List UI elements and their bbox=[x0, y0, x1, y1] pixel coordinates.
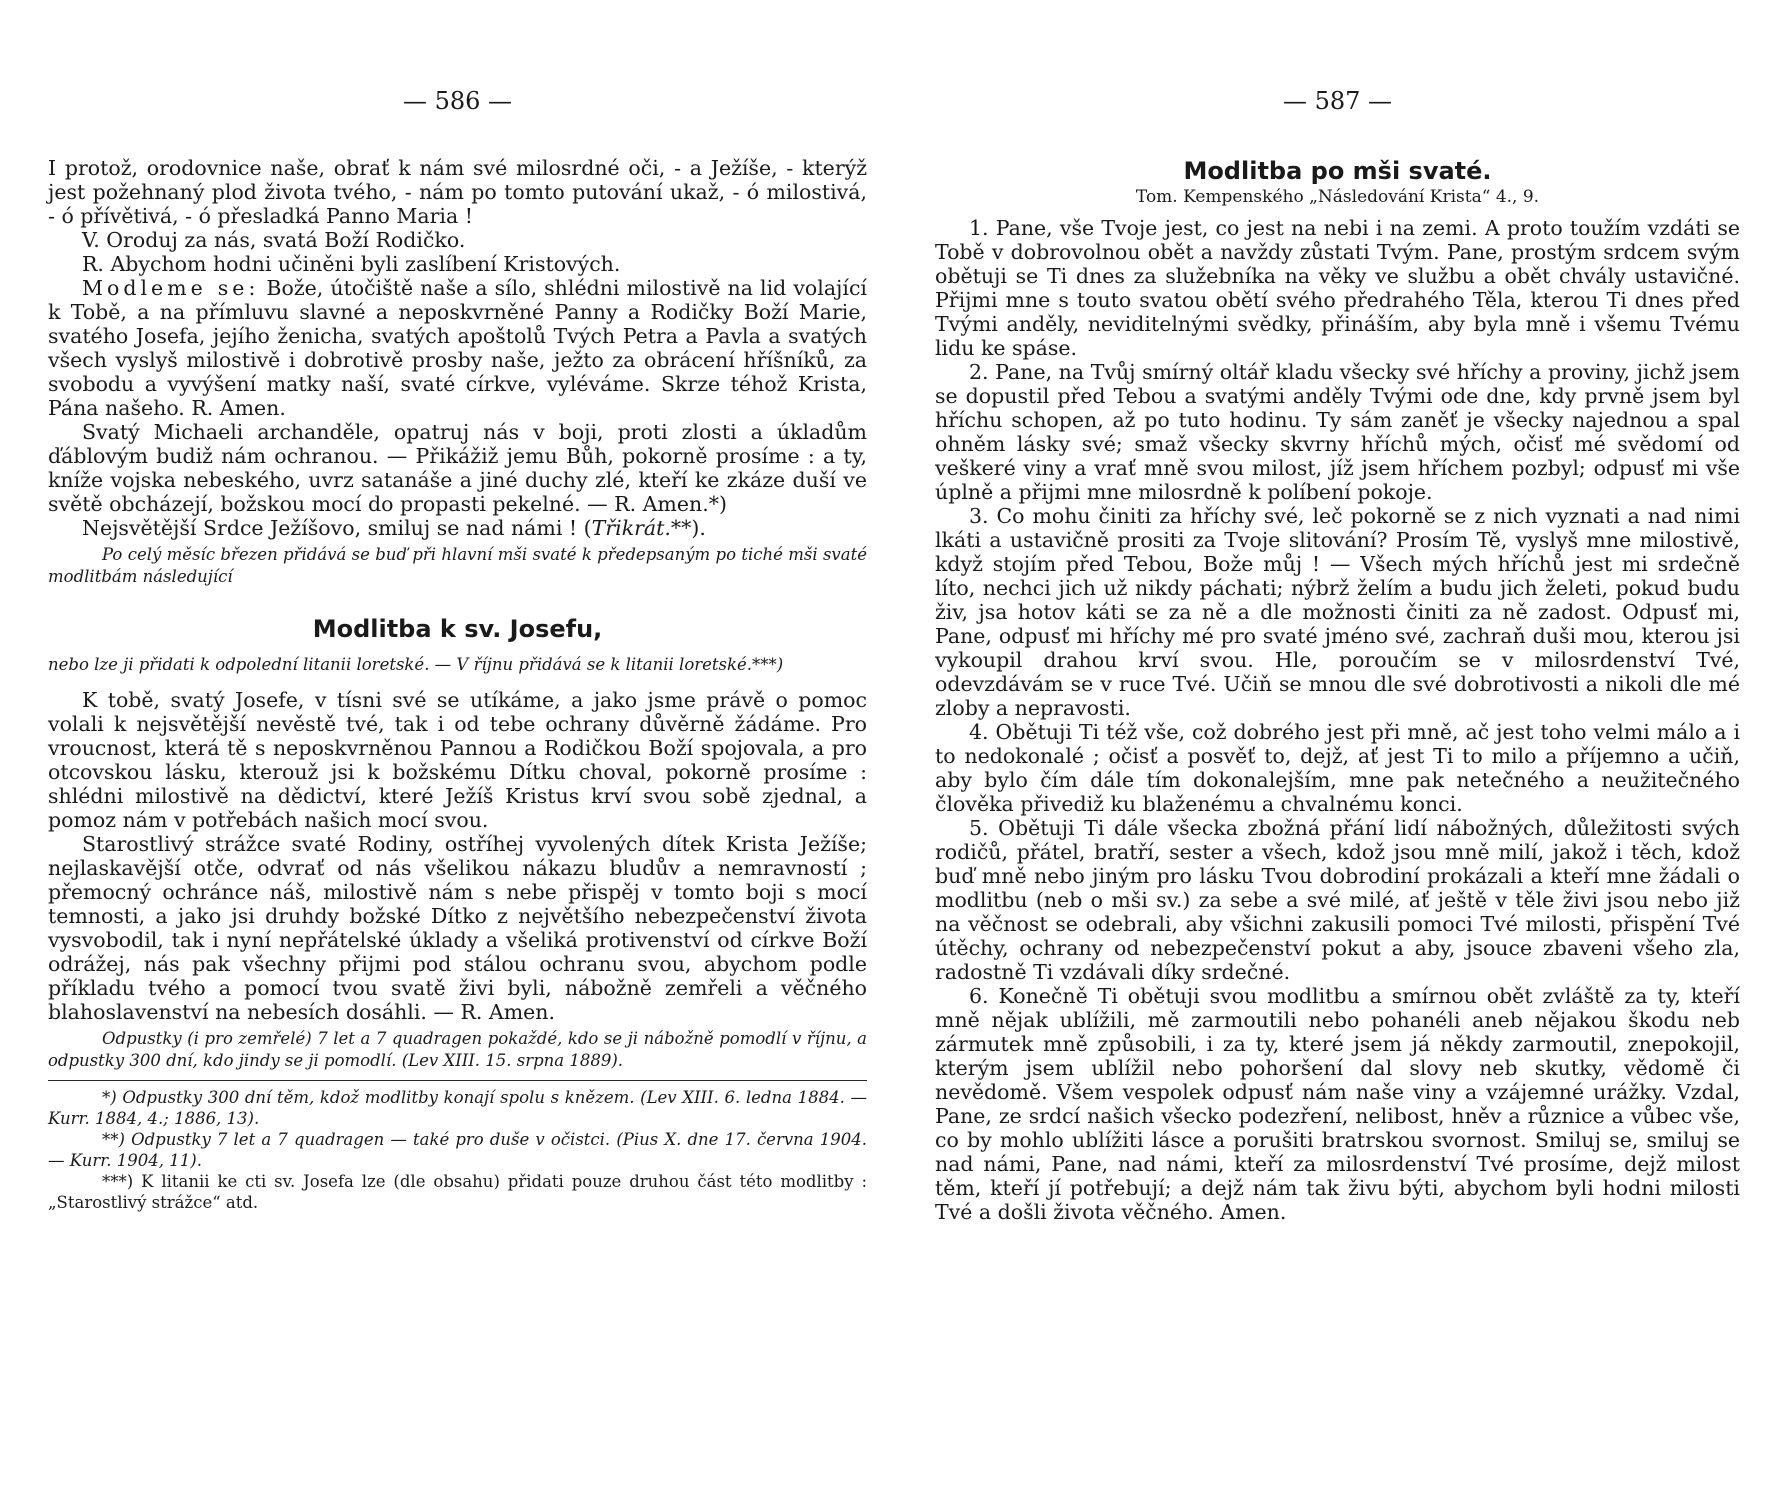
response: R. Abychom hodni učiněni byli zaslíbení Kristových. bbox=[82, 252, 621, 276]
offering-paragraph-1: 1. Pane, vše Tvoje jest, co jest na nebi i na zemi. A proto toužím vzdáti se Tobě v dobrovolnou obět a navždy zůstati Tvým. Pane, prostým srdcem svým obětuji se Ti dnes za služebníka na věky ve službu a obět chvály ustavičné. Přijmi mne s touto svatou obětí svého předrahého Těla, kterou Ti dnes před Tvými anděly, neviditelnými svědky, přináším, aby byla mně i všemu Tvému lidu ke spáse. bbox=[935, 216, 1740, 360]
footnote-3: ***) K litanii ke cti sv. Josefa lze (dle obsahu) přidati pouze druhou část této modlitby : „Starostlivý strážce“ atd. bbox=[48, 1172, 868, 1212]
page-number-right: — 587 — bbox=[1282, 87, 1393, 115]
source-reference: Tom. Kempenského „Následování Krista“ 4., 9. bbox=[1135, 187, 1540, 207]
right-page bbox=[887, 0, 1774, 1500]
page-number-left: — 586 — bbox=[402, 87, 513, 115]
joseph-prayer-body bbox=[48, 688, 867, 1024]
joseph-prayer-heading: Modlitba k sv. Josefu, bbox=[312, 615, 603, 643]
footnote-1: *) Odpustky 300 dní těm, kdož modlitby konají spolu s knězem. (Lev XIII. 6. ledna 1884. — Kurr. 1884, 4.; 1886, 13). bbox=[48, 1088, 867, 1128]
offering-paragraph-5: 5. Obětuji Ti dále všecka zbožná přání lidí nábožných, důležitosti svých rodičů, přátel, bratří, sester a všech, kdož jsou mně milí, jakož i těch, kdož buď mně nebo jiným pro lásku Tvou dobrodiní prokázali a kteří mne žádali o modlitbu (neb o mši sv.) za sebe a své milé, ať ještě v těle živi jsou nebo již na věčnost se odebrali, aby všichni zakusili pomoci Tvé milosti, přispění Tvé útěchy, ochrany od nebezpečenství pokut a aby, jsouce zbaveni všeho zla, radostně Ti vzdávali díky srdečné. bbox=[935, 816, 1740, 984]
joseph-prayer-subheading: nebo lze ji přidati k odpolední litanii loretské. — V říjnu přidává se k litanii loretské.***) bbox=[48, 655, 784, 674]
march-rubric: Po celý měsíc březen přidává se buď při hlavní mši svaté k předepsaným po tiché mši svaté modlitbám následující bbox=[48, 545, 867, 586]
footnote-2: **) Odpustky 7 let a 7 quadragen — také pro duše v očistci. (Pius X. dne 17. června 1904. — Kurr. 1904, 11). bbox=[48, 1130, 867, 1170]
prayer-paragraph bbox=[48, 276, 867, 420]
offering-paragraph-2: 2. Pane, na Tvůj smírný oltář kladu všecky své hříchy a proviny, jichž jsem se dopustil před Tebou a svatými anděly Tvými ode dne, kdy prvně jsem byl hříchu schopen, až po tuto hodinu. Ty sám zaněť je všecky najednou a spal ohněm lásky své; smaž všecky skvrny hříchů mých, očisť mé svědomí od veškeré viny a vrať mně svou milost, jíž jsem hříchem pozbyl; odpusť mi vše úplně a přijmi mne milosrdně k políbení pokoje. bbox=[935, 360, 1740, 504]
right-body bbox=[935, 216, 1740, 1224]
indulgence-note: Odpustky (i pro zemřelé) 7 let a 7 quadragen pokaždé, kdo se ji nábožně pomodlí v říjnu, a odpustky 300 dní, kdo jindy se ji pomodlí. (Lev XIII. 15. srpna 1889). bbox=[48, 1029, 867, 1070]
offering-paragraph-3: 3. Co mohu činiti za hříchy své, leč pokorně se z nich vyznati a nad nimi lkáti a ustavičně prositi za Tvoje slitování? Prosím Tě, vyslyš mne milostivě, když stojím před Tebou, Bože můj ! — Všech mých hříchů jest mi srdečně líto, nechci jich už nikdy páchati; nýbrž želím a budu jich želeti, pokud budu živ, jsa hotov káti se za ně a dle možnosti činiti za ně zadost. Odpusť mi, Pane, odpusť mi hříchy mé pro svaté jméno své, zachraň duši mou, kterou jsi vykoupil drahou krví svou. Hle, poroučím se v milosrdenství Tvé, odevzdávám se v ruce Tvé. Učiň se mnou dle své dobrotivosti a nikoli dle mé zloby a nepravosti. bbox=[935, 504, 1740, 720]
offering-paragraph-6: 6. Konečně Ti obětuji svou modlitbu a smírnou obět zvláště za ty, kteří mně nějak ublížili, mě zarmoutili nebo pohanéli aneb nějakou škodu neb zármutek mně způsobili, i za ty, které jsem já někdy zarmoutil, znepokojil, kterým jsem ublížil nebo pohoršení dal slovy neb skutky, vědomě či nevědomě. Všem vespolek odpusť nám naše viny a vzájemné urážky. Vzdal, Pane, ze srdcí našich všecko podezření, nelibost, hněv a různice a vůbec vše, co by mohlo ublížiti lásce a porušiti bratrskou svornost. Smiluj se, smiluj se nad námi, Pane, nad námi, kteří za milosrdenství Tvé prosíme, dejž milost těm, kteří jí potřebují; a dejž nám tak živu býti, abychom byli hodni milosti Tvé a došli života věčného. Amen. bbox=[935, 984, 1740, 1224]
versicle: V. Oroduj za nás, svatá Boží Rodičko. bbox=[82, 228, 466, 252]
michael-prayer: Svatý Michaeli archanděle, opatruj nás v boji, proti zlosti a úkladům ďáblovým budiž nám ochranou. — Přikážiž jemu Bůh, pokorně prosíme : a ty, kníže vojska nebeského, uvrz satanáše a jiné duchy zlé, kteří ke zkáze duší ve světě obcházejí, božskou mocí do propasti pekelné. — R. Amen.*) bbox=[48, 420, 867, 516]
three-times-label: Třikrát. bbox=[591, 516, 671, 540]
joseph-paragraph-2: Starostlivý strážce svaté Rodiny, ostříhej vyvolených dítek Krista Ježíše; nejlaskavější otče, odvrať od nás všelikou nákazu bludův a nemravností ; přemocný ochránce náš, milostivě nám s nebe přispěj v tomto boji s mocí temnosti, a jako jsi druhdy božské Dítko z největšího nebezpečenství života vysvobodil, tak i nyní nepřátelské úklady a všeliká protivenství od církve Boží odrážej, nás pak všechny přijmi pod stálou ochranu svou, abychom podle příkladu tvého a pomocí tvou svatě živi byli, nábožně zemřeli a věčného blahoslavenství na nebesích dosáhli. — R. Amen. bbox=[48, 832, 867, 1024]
footnote-rule bbox=[48, 1080, 867, 1081]
left-body bbox=[48, 156, 867, 540]
sacred-heart-invocation: Nejsvětější Srdce Ježíšovo, smiluj se nad námi ! (Třikrát.**). bbox=[82, 516, 706, 540]
joseph-paragraph-1: K tobě, svatý Josefe, v tísni své se utíkáme, a jako jsme právě o pomoc volali k nejsvětější nevěstě tvé, tak i od tebe ochrany důvěrně žádáme. Pro vroucnost, která tě s neposkvrněnou Pannou a Rodičkou Boží spojovala, a pro otcovskou lásku, kterouž jsi k božskému Dítku choval, pokorně prosíme : shlédni milostivě na dědictví, které Ježíš Kristus krví svou sobě zjednal, a pomoz nám v potřebách našich mocí svou. bbox=[48, 688, 867, 832]
prayer-text: Bože, útočiště naše a sílo, shlédni milostivě na lid volající k Tobě, a na přímluvu slavné a neposkvrněné Panny a Rodičky Boží Marie, svatého Josefa, jejího ženicha, svatých apoštolů Tvých Petra a Pavla a svatých všech vyslyš milostivě i dobrotivě prosby naše, ježto za obrácení hříšníků, za svobodu a vyvýšení matky naší, svaté církve, vyléváme. Skrze téhož Krista, Pána našeho. R. Amen. bbox=[48, 276, 867, 420]
prayer-label: Modleme se: bbox=[82, 276, 260, 300]
mass-prayer-heading: Modlitba po mši svaté. bbox=[1183, 157, 1492, 185]
intercession-paragraph: I protož, orodovnice naše, obrať k nám své milosrdné oči, - a Ježíše, - kterýž jest požehnaný plod života tvého, - nám po tomto putování ukaž, - ó milostivá, - ó přívětivá, - ó přesladká Panno Maria ! bbox=[48, 156, 867, 228]
offering-paragraph-4: 4. Obětuji Ti též vše, což dobrého jest při mně, ač jest toho velmi málo a i to nedokonalé ; očisť a posvěť to, dejž, ať jest Ti to milo a příjemno a učiň, aby bylo čím dále tím dokonalejším, mne pak netečného a neužitečného člověka přivediž ku blaženému a chvalnému konci. bbox=[935, 720, 1740, 816]
